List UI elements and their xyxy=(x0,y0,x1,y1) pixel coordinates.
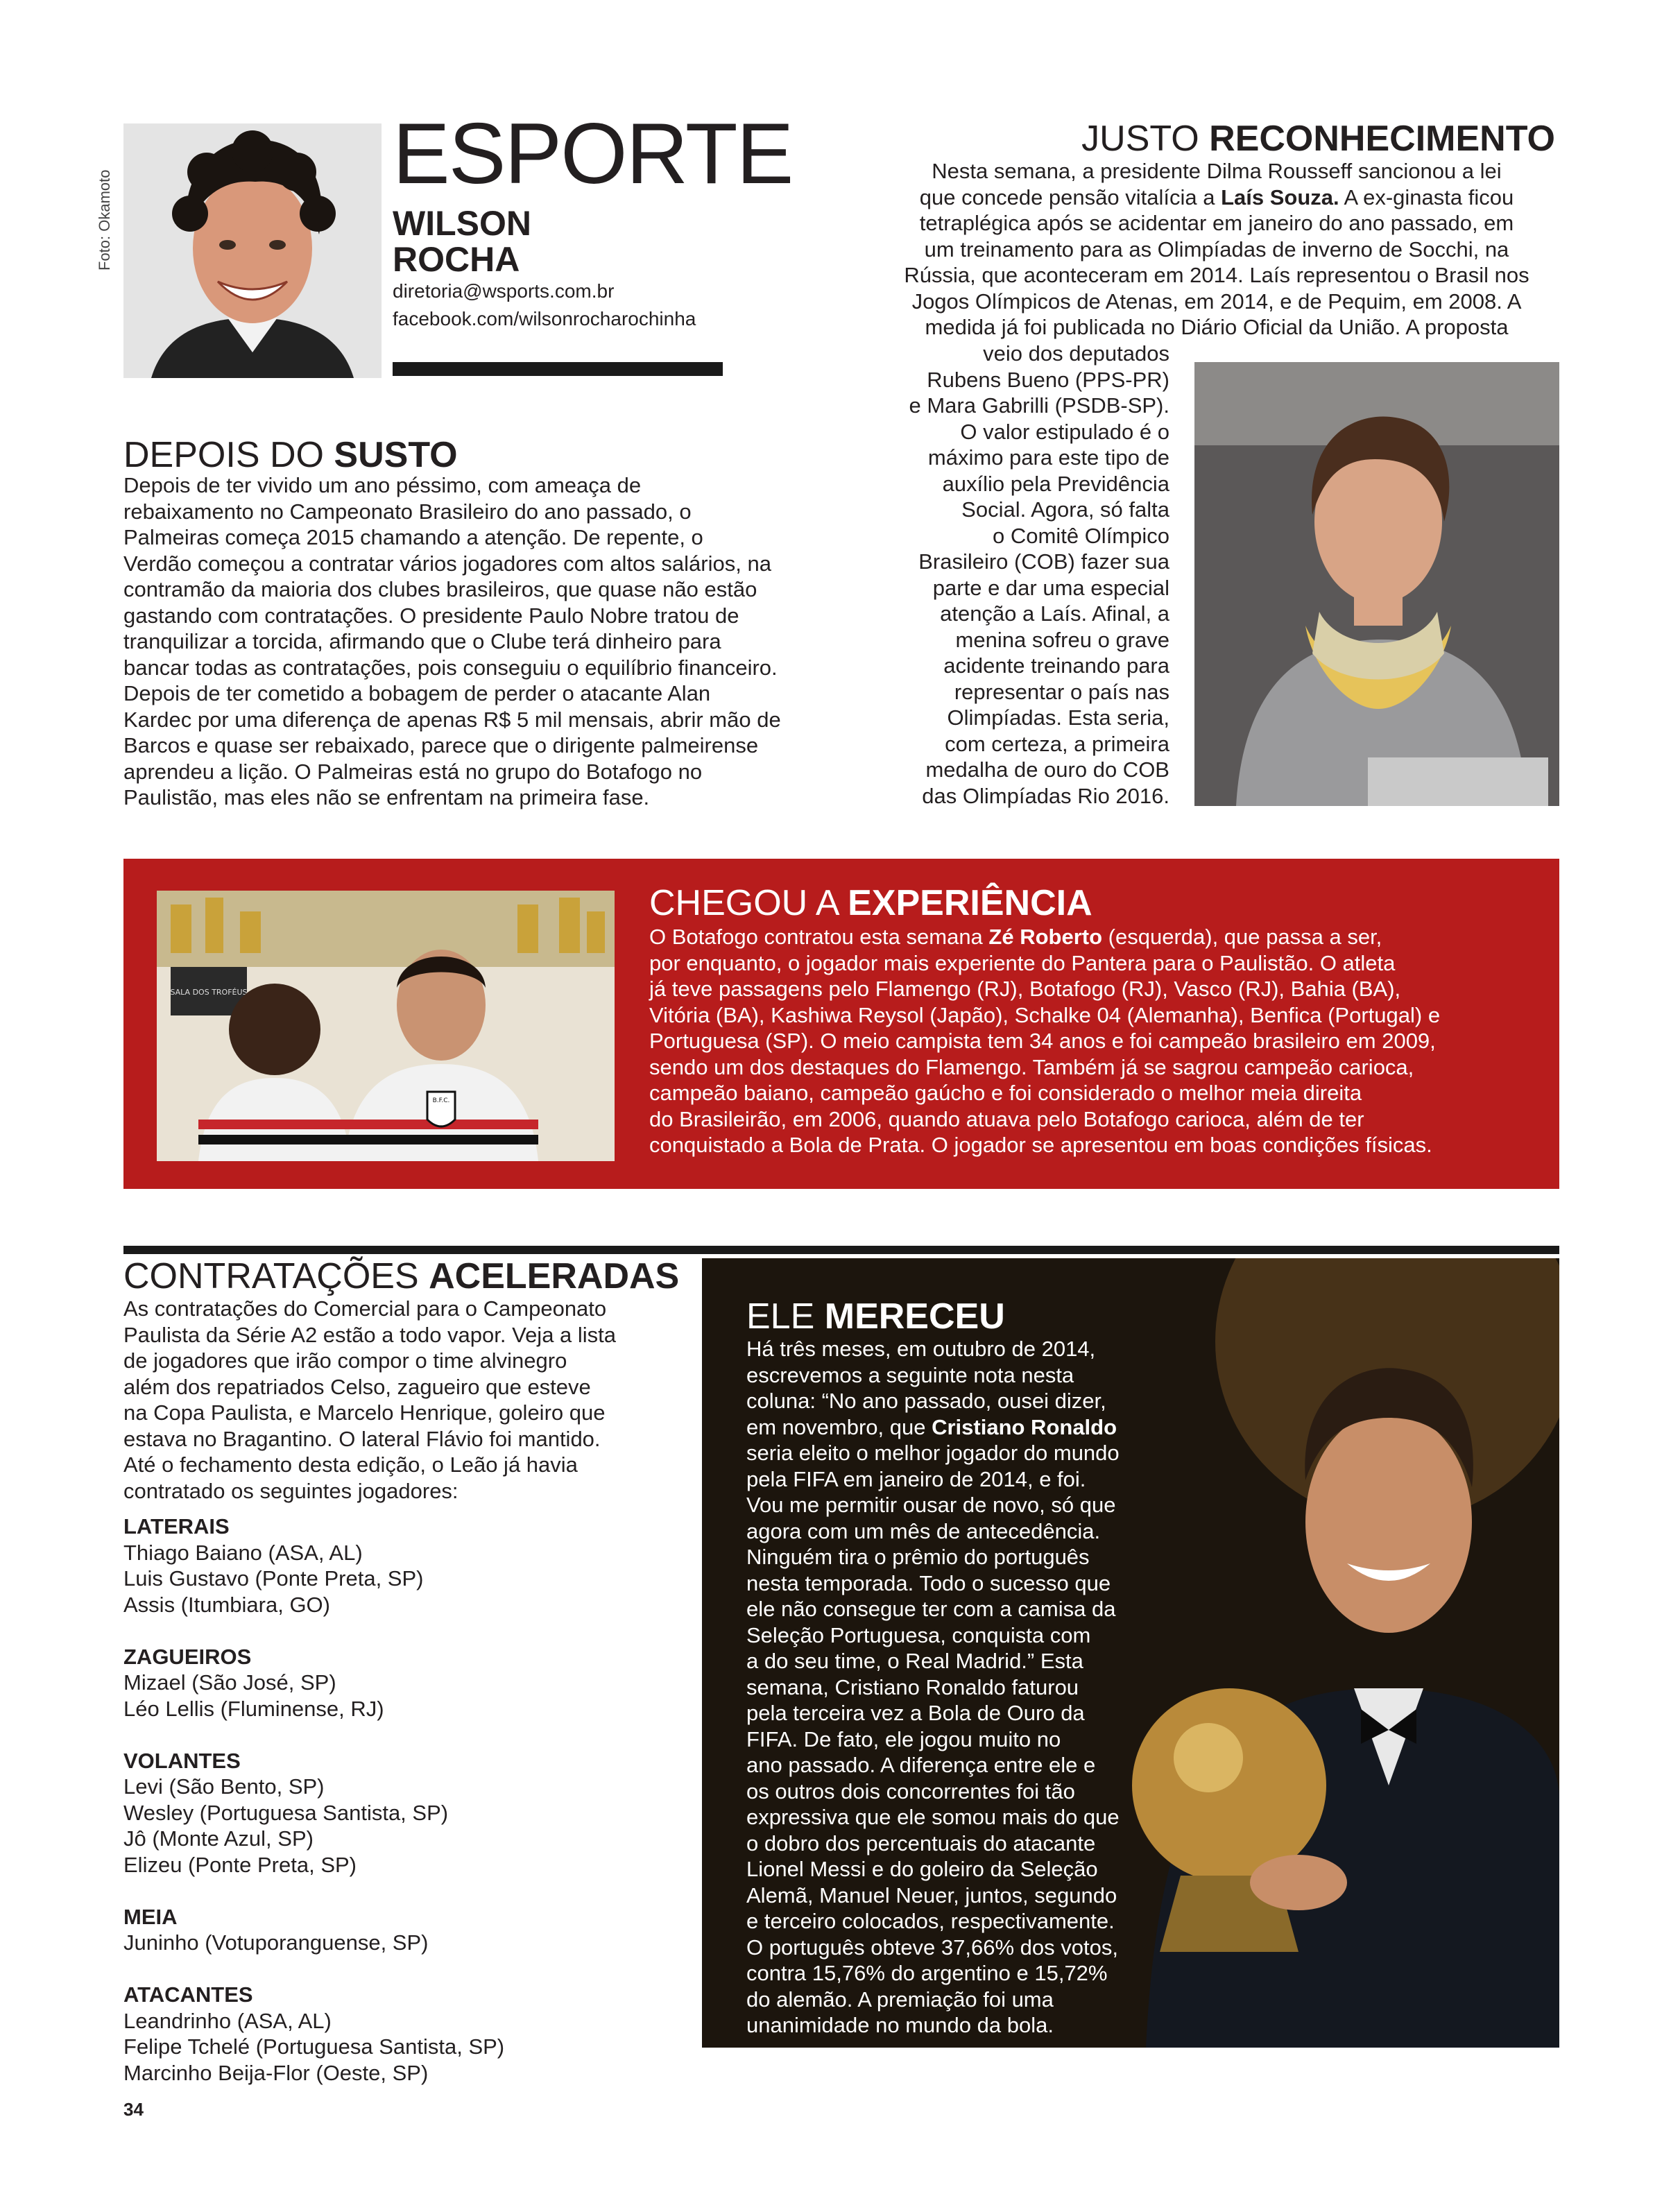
text-run: que concede pensão vitalícia a xyxy=(919,185,1222,209)
chegou-headline-light: CHEGOU A xyxy=(649,883,838,923)
depois-headline-bold: SUSTO xyxy=(334,435,458,475)
chegou-headline-bold: EXPERIÊNCIA xyxy=(848,883,1092,923)
text-line xyxy=(649,924,1537,950)
roster-group-title: LATERAIS xyxy=(123,1514,230,1538)
text-line: de jogadores que irão compor o time alvinegro xyxy=(123,1348,567,1373)
text-line: Paulistão, mas eles não se enfrentam na primeira fase. xyxy=(123,785,650,809)
ze-roberto-illustration xyxy=(157,891,615,1161)
text-line: Seleção Portuguesa, conquista com xyxy=(746,1622,1091,1647)
highlight-lais: Laís Souza. xyxy=(1221,185,1339,209)
text-line: gastando com contratações. O presidente Paulo Nobre tratou de xyxy=(123,603,739,628)
ze-roberto-photo xyxy=(157,891,615,1161)
justo-headline-bold: RECONHECIMENTO xyxy=(1209,119,1555,159)
justo-headline-light: JUSTO xyxy=(1081,119,1199,159)
text-line: O português obteve 37,66% dos votos, xyxy=(746,1935,1118,1960)
roster-group-zagueiros xyxy=(123,1644,651,1722)
mereceu-body xyxy=(746,1336,1176,2039)
text-line: tetraplégica após se acidentar em janeiro do ano passado, em xyxy=(919,211,1514,235)
text-line: contramão da maioria dos clubes brasileiros, que quase não estão xyxy=(123,577,757,601)
contratacoes-headline-bold: ACELERADAS xyxy=(429,1256,680,1296)
roster-player: Leandrinho (ASA, AL) xyxy=(123,2008,332,2033)
text-line xyxy=(878,185,1555,211)
roster-player: Assis (Itumbiara, GO) xyxy=(123,1592,330,1617)
roster-group-title: ATACANTES xyxy=(123,1982,253,2007)
text-line: contratado os seguintes jogadores: xyxy=(123,1478,458,1503)
columnist-portrait-illustration xyxy=(123,123,382,378)
text-line: coluna: “No ano passado, ousei dizer, xyxy=(746,1389,1106,1413)
lais-photo-illustration xyxy=(1194,362,1559,806)
roster-player: Levi (São Bento, SP) xyxy=(123,1774,325,1799)
trophy-room-plaque: SALA DOS TROFÉUS xyxy=(170,988,248,997)
mereceu-headline xyxy=(746,1297,1005,1336)
mereceu-box xyxy=(702,1258,1559,2048)
text-line: expressiva que ele somou mais do que xyxy=(746,1805,1120,1829)
photo-credit: Foto: Okamoto xyxy=(96,169,113,271)
text-line: As contratações do Comercial para o Campeonato xyxy=(123,1296,607,1321)
text-run: (esquerda), que passa a ser, xyxy=(1102,925,1382,949)
text-run: em novembro, que xyxy=(746,1414,932,1439)
roster-group-laterais xyxy=(123,1514,651,1618)
page-number: 34 xyxy=(123,2099,144,2120)
roster-player: Luis Gustavo (Ponte Preta, SP) xyxy=(123,1566,424,1591)
lais-souza-photo xyxy=(1194,362,1559,806)
text-line: e Mara Gabrilli (PSDB-SP). xyxy=(909,393,1169,418)
text-line: Portuguesa (SP). O meio campista tem 34 anos e foi campeão brasileiro em 2009, xyxy=(649,1029,1436,1053)
depois-headline xyxy=(123,436,458,474)
text-line: unanimidade no mundo da bola. xyxy=(746,2013,1054,2037)
text-line: estava no Bragantino. O lateral Flávio foi mantido. xyxy=(123,1426,601,1451)
text-line: Social. Agora, só falta xyxy=(961,497,1169,522)
text-line: das Olimpíadas Rio 2016. xyxy=(922,783,1169,808)
text-line: Depois de ter vivido um ano péssimo, com ameaça de xyxy=(123,473,642,497)
text-line: pela terceira vez a Bola de Ouro da xyxy=(746,1701,1085,1725)
mereceu-headline-bold: MERECEU xyxy=(824,1296,1005,1337)
contratacoes-headline-light: CONTRATAÇÕES xyxy=(123,1256,419,1296)
text-line: Kardec por uma diferença de apenas R$ 5 mil mensais, abrir mão de xyxy=(123,707,781,732)
roster-player: Thiago Baiano (ASA, AL) xyxy=(123,1540,363,1565)
justo-body-wide xyxy=(878,158,1555,341)
text-line: Há três meses, em outubro de 2014, xyxy=(746,1337,1096,1361)
text-line: Olimpíadas. Esta seria, xyxy=(947,705,1169,730)
text-line: aprendeu a lição. O Palmeiras está no grupo do Botafogo no xyxy=(123,759,703,784)
roster-group-volantes xyxy=(123,1748,651,1878)
highlight-cristiano-ronaldo: Cristiano Ronaldo xyxy=(932,1414,1117,1439)
text-line: Paulista da Série A2 estão a todo vapor. Veja a lista xyxy=(123,1322,617,1347)
text-line: além dos repatriados Celso, zagueiro que esteve xyxy=(123,1374,591,1399)
author-contact xyxy=(393,277,696,333)
text-line: rebaixamento no Campeonato Brasileiro do ano passado, o xyxy=(123,499,692,524)
text-line: Barcos e quase ser rebaixado, parece que o dirigente palmeirense xyxy=(123,733,759,757)
justo-body-narrow xyxy=(878,341,1169,809)
text-line: O valor estipulado é o xyxy=(960,419,1169,444)
shirt-badge-text: B.F.C. xyxy=(432,1097,450,1104)
text-line: sendo um dos destaques do Flamengo. Também já se sagrou campeão carioca, xyxy=(649,1054,1414,1079)
roster-group-title: VOLANTES xyxy=(123,1748,241,1773)
text-line: Nesta semana, a presidente Dilma Rousseff sancionou a lei xyxy=(932,159,1502,183)
text-line: por enquanto, o jogador mais experiente do Pantera para o Paulistão. O atleta xyxy=(649,950,1396,975)
text-line: a do seu time, o Real Madrid.” Esta xyxy=(746,1649,1083,1673)
text-line: campeão baiano, campeão gaúcho e foi considerado o melhor meia direita xyxy=(649,1081,1362,1105)
roster-group-title: ZAGUEIROS xyxy=(123,1644,252,1669)
text-line: com certeza, a primeira xyxy=(945,731,1169,756)
text-line: Até o fechamento desta edição, o Leão já havia xyxy=(123,1452,578,1477)
text-line: atenção a Laís. Afinal, a xyxy=(940,601,1169,626)
roster-group-title: MEIA xyxy=(123,1904,178,1929)
text-line: representar o país nas xyxy=(954,679,1169,704)
roster-player: Léo Lellis (Fluminense, RJ) xyxy=(123,1696,384,1721)
roster-group-atacantes xyxy=(123,1982,651,2086)
text-line: Palmeiras começa 2015 chamando a atenção. De repente, o xyxy=(123,525,703,549)
text-line: Lionel Messi e do goleiro da Seleção xyxy=(746,1857,1098,1881)
text-line: ano passado. A diferença entre ele e xyxy=(746,1753,1096,1777)
text-line: ele não consegue ter com a camisa da xyxy=(746,1597,1116,1621)
text-line: bancar todas as contratações, pois conseguiu o equilíbrio financeiro. xyxy=(123,655,778,680)
contratacoes-headline xyxy=(123,1257,679,1296)
player-roster xyxy=(123,1514,651,2112)
text-line: na Copa Paulista, e Marcelo Henrique, goleiro que xyxy=(123,1400,606,1425)
author-first-name: WILSON xyxy=(393,204,531,243)
roster-player: Wesley (Portuguesa Santista, SP) xyxy=(123,1800,449,1825)
text-line: tranquilizar a torcida, afirmando que o Clube terá dinheiro para xyxy=(123,629,721,653)
chegou-headline xyxy=(649,884,1092,923)
text-line: menina sofreu o grave xyxy=(955,627,1169,652)
contratacoes-body xyxy=(123,1296,651,1504)
text-line: Vou me permitir ousar de novo, só que xyxy=(746,1493,1116,1517)
highlight-ze-roberto: Zé Roberto xyxy=(988,925,1103,949)
text-line: do alemão. A premiação foi uma xyxy=(746,1987,1054,2012)
roster-group-meia xyxy=(123,1904,651,1956)
text-line: o Comitê Olímpico xyxy=(993,523,1169,548)
text-line: medalha de ouro do COB xyxy=(925,757,1169,782)
text-line: Jogos Olímpicos de Atenas, em 2014, e de Pequim, em 2008. A xyxy=(911,289,1522,314)
roster-player: Felipe Tchelé (Portuguesa Santista, SP) xyxy=(123,2034,505,2059)
text-line xyxy=(746,1414,1176,1441)
columnist-photo xyxy=(123,123,382,378)
roster-player: Juninho (Votuporanguense, SP) xyxy=(123,1930,429,1955)
chegou-box xyxy=(123,859,1559,1189)
text-line: já teve passagens pelo Flamengo (RJ), Botafogo (RJ), Vasco (RJ), Bahia (BA), xyxy=(649,977,1401,1001)
text-line: Rubens Bueno (PPS-PR) xyxy=(927,367,1169,392)
text-run: A ex-ginasta ficou xyxy=(1339,185,1514,209)
text-line: Depois de ter cometido a bobagem de perder o atacante Alan xyxy=(123,681,711,705)
author-last-name: ROCHA xyxy=(393,240,520,279)
text-line: auxílio pela Previdência xyxy=(942,471,1169,496)
text-line: parte e dar uma especial xyxy=(932,575,1169,600)
author-name xyxy=(393,205,670,277)
text-line: do Brasileirão, em 2006, quando atuava pelo Botafogo carioca, além de ter xyxy=(649,1106,1364,1131)
text-line: FIFA. De fato, ele jogou muito no xyxy=(746,1726,1061,1751)
text-line: o dobro dos percentuais do atacante xyxy=(746,1831,1096,1855)
text-line: seria eleito o melhor jogador do mundo xyxy=(746,1441,1120,1465)
mereceu-headline-light: ELE xyxy=(746,1296,815,1337)
text-line: os outros dois concorrentes foi tão xyxy=(746,1778,1075,1803)
text-line: Alemã, Manuel Neuer, juntos, segundo xyxy=(746,1883,1117,1907)
text-line: conquistado a Bola de Prata. O jogador se apresentou em boas condições físicas. xyxy=(649,1133,1432,1157)
text-line: Brasileiro (COB) fazer sua xyxy=(918,549,1169,574)
text-line: Verdão começou a contratar vários jogadores com altos salários, na xyxy=(123,551,771,576)
text-line: máximo para este tipo de xyxy=(927,445,1169,470)
roster-player: Marcinho Beija-Flor (Oeste, SP) xyxy=(123,2060,429,2085)
section-divider xyxy=(123,1246,1559,1254)
depois-headline-light: DEPOIS DO xyxy=(123,435,324,475)
text-line: Ninguém tira o prêmio do português xyxy=(746,1545,1090,1569)
header-rule xyxy=(393,362,723,376)
roster-player: Elizeu (Ponte Preta, SP) xyxy=(123,1852,357,1877)
roster-player: Jô (Monte Azul, SP) xyxy=(123,1826,314,1851)
text-line: medida já foi publicada no Diário Oficial da União. A proposta xyxy=(925,315,1509,339)
section-title: ESPORTE xyxy=(393,106,793,202)
text-line: contra 15,76% do argentino e 15,72% xyxy=(746,1961,1108,1985)
author-facebook[interactable]: facebook.com/wilsonrocharochinha xyxy=(393,308,696,329)
text-line: nesta temporada. Todo o sucesso que xyxy=(746,1570,1111,1595)
text-line: e terceiro colocados, respectivamente. xyxy=(746,1909,1115,1933)
text-line: Rússia, que aconteceram em 2014. Laís representou o Brasil nos xyxy=(904,263,1529,287)
chegou-body xyxy=(649,924,1537,1158)
text-line: pela FIFA em janeiro de 2014, e foi. xyxy=(746,1466,1086,1491)
text-line: semana, Cristiano Ronaldo faturou xyxy=(746,1674,1079,1699)
text-run: O Botafogo contratou esta semana xyxy=(649,925,989,949)
roster-player: Mizael (São José, SP) xyxy=(123,1670,336,1695)
text-line: escrevemos a seguinte nota nesta xyxy=(746,1362,1074,1387)
justo-headline xyxy=(1081,119,1555,158)
text-line: agora com um mês de antecedência. xyxy=(746,1518,1101,1543)
depois-body xyxy=(123,472,859,811)
text-line: Vitória (BA), Kashiwa Reysol (Japão), Schalke 04 (Alemanha), Benfica (Portugal) e xyxy=(649,1002,1441,1027)
author-email[interactable]: diretoria@wsports.com.br xyxy=(393,280,615,302)
text-line: um treinamento para as Olimpíadas de inverno de Socchi, na xyxy=(924,237,1509,262)
text-line: veio dos deputados xyxy=(983,341,1169,366)
text-line: acidente treinando para xyxy=(943,653,1169,678)
